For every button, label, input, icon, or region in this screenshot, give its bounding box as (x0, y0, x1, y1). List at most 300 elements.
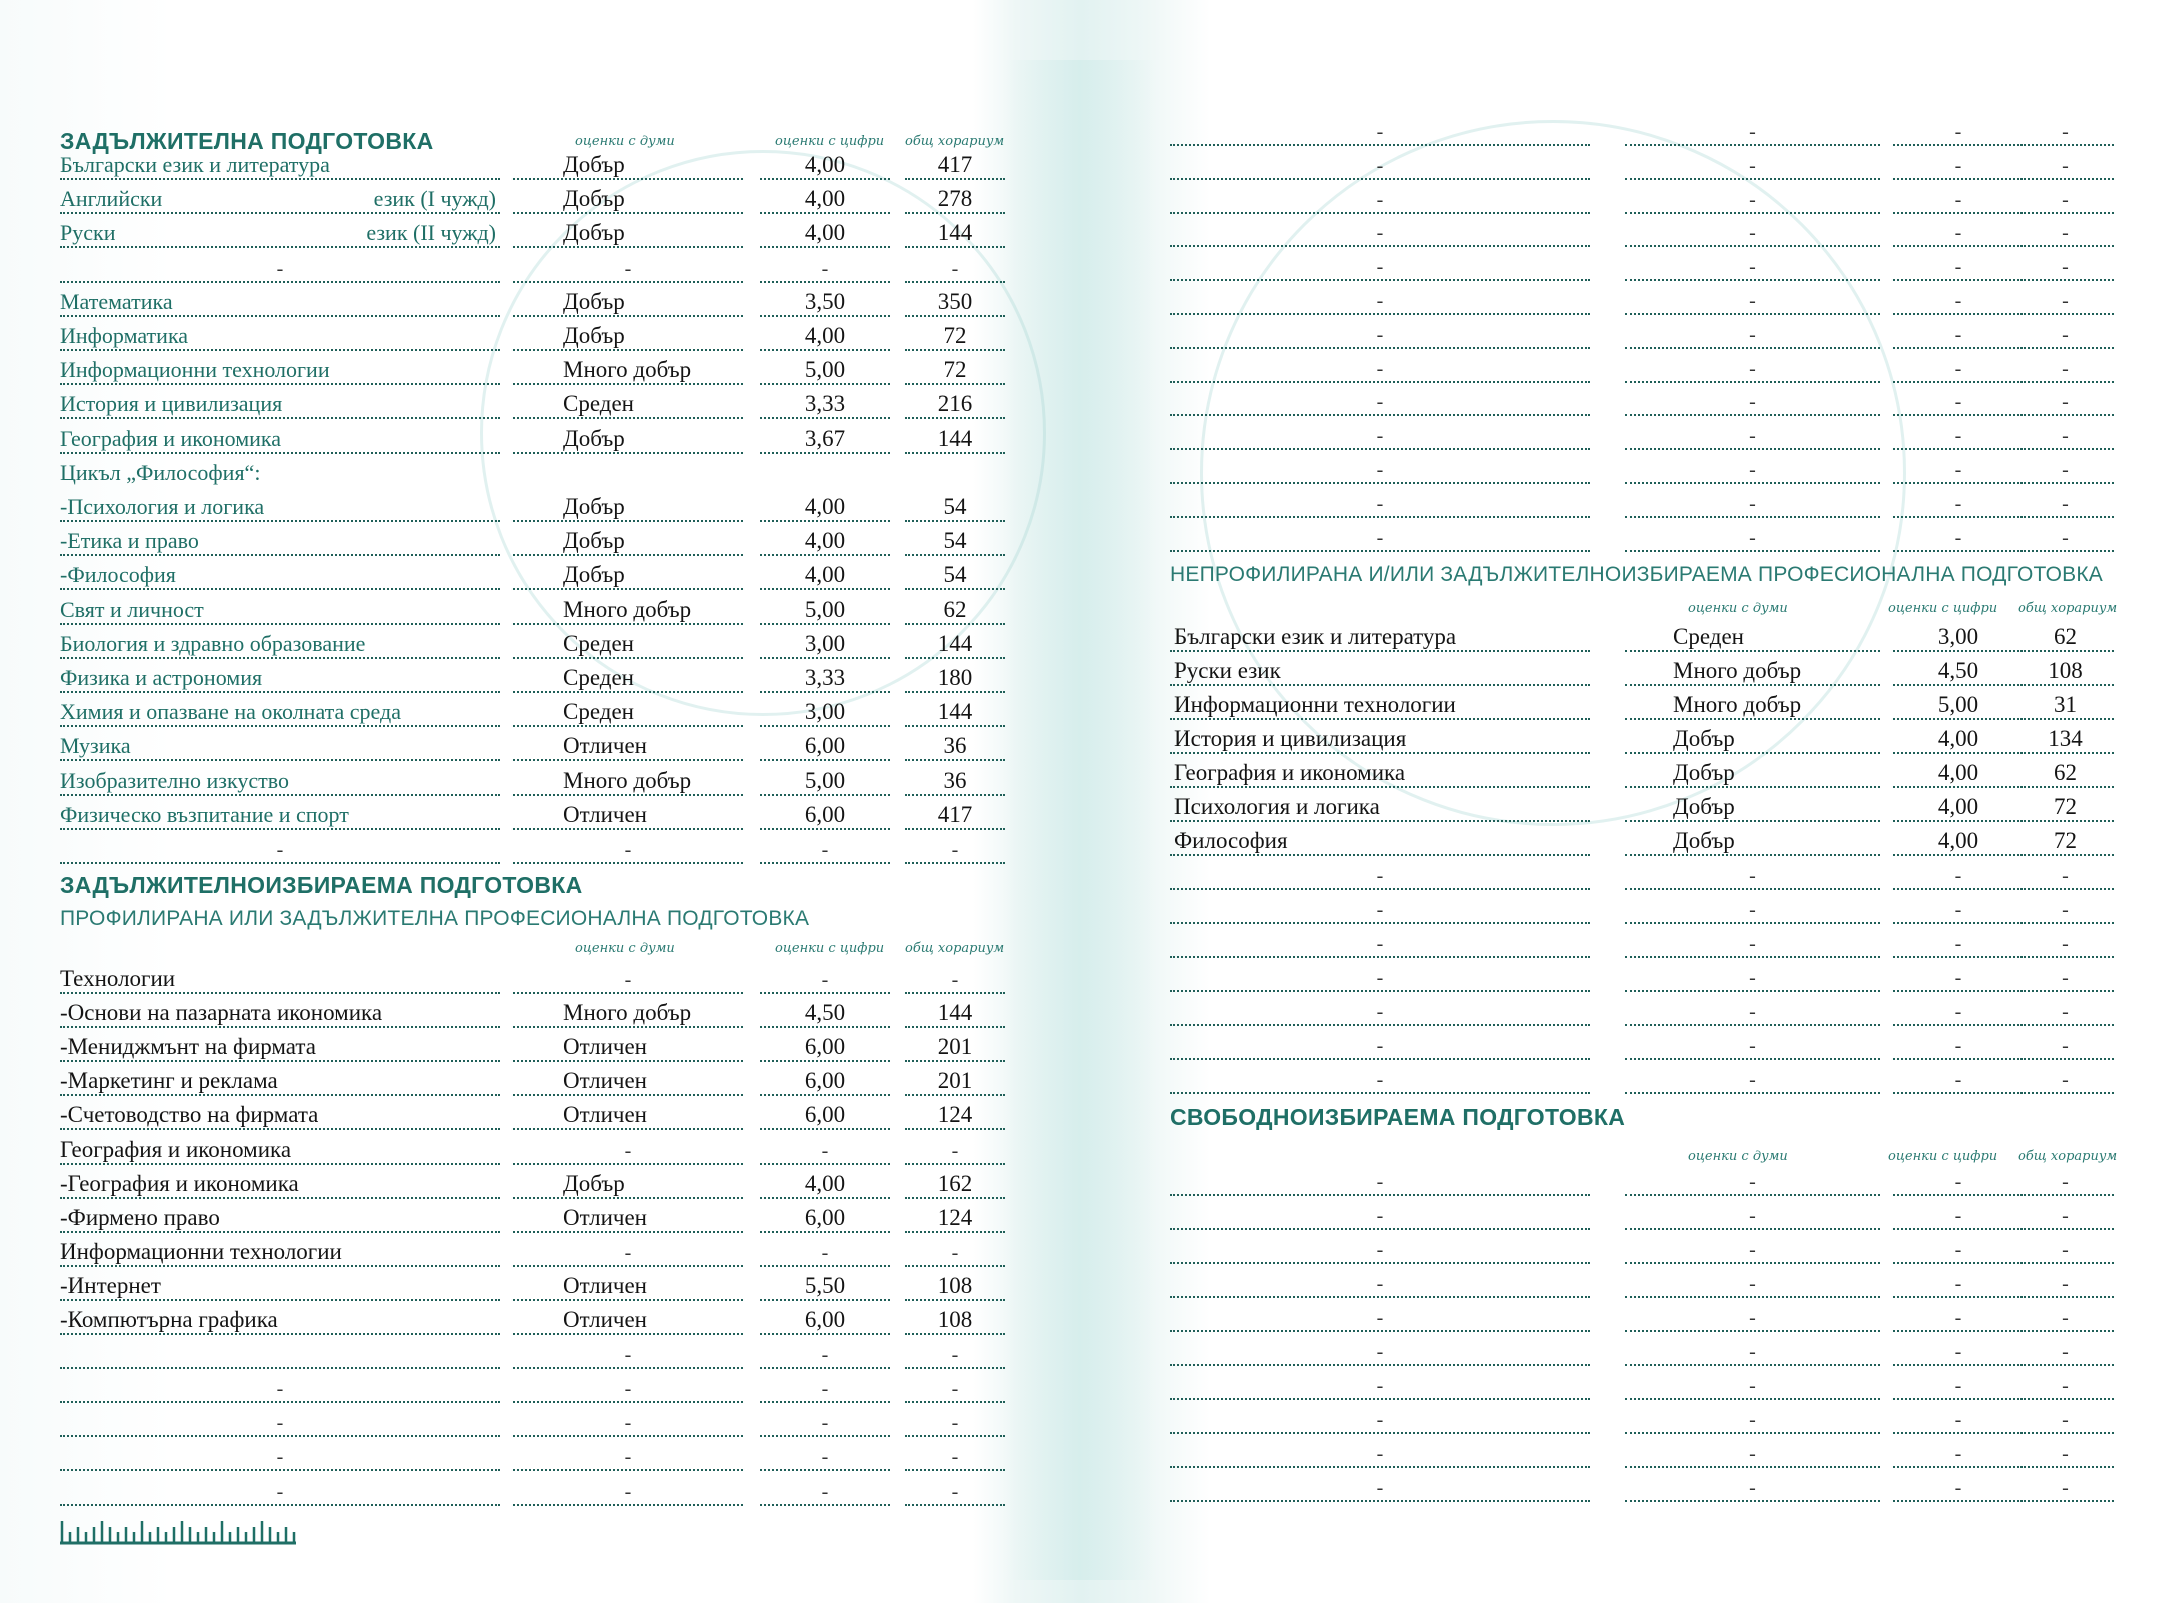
cell-hours-text: 144 (937, 220, 973, 246)
cell-hours-text: - (951, 969, 959, 991)
cell-digits-text: - (1954, 967, 1962, 989)
table-row (0, 620, 2162, 654)
cell-grade-text: Добър (563, 220, 625, 246)
cell-subject (1170, 249, 1590, 281)
cell-digits-text: 3,33 (804, 391, 846, 417)
cell-digits-text: 4,50 (1937, 658, 1979, 683)
language-suffix: език (I чужд) (373, 186, 496, 212)
cell-hours-text: - (2062, 865, 2069, 887)
cell-subject-text: - (1376, 1273, 1384, 1295)
cell-subject-text: Изобразително изкуство (60, 767, 289, 793)
cell-digits (1893, 215, 2023, 247)
cell-hours (2017, 520, 2114, 552)
cell-grade-text: Отличен (563, 1068, 647, 1094)
cell-digits (1893, 418, 2023, 450)
cell-digits (1893, 1198, 2023, 1230)
cell-subject-text: - (276, 1378, 284, 1401)
table-row (0, 926, 2162, 960)
cell-hours (2017, 824, 2114, 856)
cell-digits (1893, 1300, 2023, 1332)
cell-hours (2017, 1436, 2114, 1468)
cell-digits-text: - (1954, 391, 1962, 414)
language-suffix: език (II чужд) (366, 220, 496, 246)
cell-hours-text: 108 (937, 1272, 973, 1298)
cell-digits-text: - (1954, 899, 1962, 921)
cell-digits-text: - (1954, 1477, 1962, 1499)
cell-grade-text: - (1749, 933, 1756, 955)
cell-subject-text: -Етика и право (60, 528, 199, 554)
cell-hours-text: - (2062, 154, 2069, 177)
cell-hours (2017, 620, 2114, 652)
cell-grade-text: Много добър (563, 767, 692, 793)
cell-hours (2017, 148, 2114, 180)
cell-hours-text: 417 (937, 801, 973, 827)
cell-digits-text: 6,00 (804, 1307, 846, 1332)
cell-hours (2017, 1368, 2114, 1400)
cell-hours-text: - (2062, 425, 2069, 448)
cell-grade-text: - (1749, 222, 1756, 245)
header-total-hours: общ хорариум (905, 134, 1005, 149)
cell-digits-text: - (1954, 1239, 1962, 1261)
cell-digits-text: 3,33 (804, 665, 846, 690)
table-row (0, 1300, 2162, 1334)
table-row (0, 994, 2162, 1028)
cell-subject-text: - (1376, 1171, 1384, 1193)
cell-grade (1625, 1164, 1880, 1196)
cell-digits (1893, 654, 2023, 686)
cell-grade-text: Отличен (563, 1102, 647, 1128)
cell-subject (1170, 654, 1590, 686)
cell-digits (1893, 858, 2023, 890)
cell-grade-text: - (1749, 1171, 1756, 1193)
cell-hours (2017, 1062, 2114, 1094)
cell-grade-text: - (1749, 526, 1756, 549)
cell-subject-text: Химия и опазване на околната среда (60, 699, 401, 725)
cell-hours-text: 216 (937, 391, 973, 417)
cell-grade-text: - (624, 1480, 632, 1503)
cell-hours-text: - (951, 1344, 959, 1367)
cell-subject-text: Информатика (60, 323, 189, 348)
cell-grade-text: - (1749, 1001, 1756, 1023)
cell-subject-text: -Компютърна графика (60, 1307, 278, 1332)
table-row (0, 452, 2162, 486)
cell-subject (1170, 994, 1590, 1026)
cell-digits-text: - (821, 1412, 829, 1435)
cell-digits-text: 5,50 (804, 1272, 846, 1298)
cell-hours (2017, 114, 2114, 146)
cell-digits (1893, 892, 2023, 924)
table-row (0, 960, 2162, 994)
cell-grade-text: - (1749, 154, 1756, 177)
table-row (0, 317, 2162, 351)
cell-subject (1170, 1470, 1590, 1502)
cell-digits (1893, 926, 2023, 958)
cell-subject-text: - (276, 1480, 284, 1503)
header-grade-digits: оценки с цифри (1888, 601, 1998, 616)
cell-grade (1625, 520, 1880, 552)
cell-grade-text: Много добър (1673, 658, 1802, 683)
cell-grade-text: - (624, 1139, 632, 1162)
cell-subject (1170, 790, 1590, 822)
cell-digits (1893, 1232, 2023, 1264)
cell-digits-text: - (821, 839, 829, 861)
cell-hours-text: - (951, 1446, 959, 1469)
cell-subject-text: История и цивилизация (60, 391, 283, 417)
cell-subject (1170, 351, 1590, 383)
cell-subject-text: -Мениджмънт на фирмата (60, 1034, 316, 1060)
cell-grade-text: Добър (1673, 794, 1735, 819)
cell-subject (1170, 520, 1590, 552)
cell-hours-text: - (2062, 222, 2069, 245)
cell-grade (1625, 384, 1880, 416)
table-row (0, 283, 2162, 317)
cell-grade (513, 1133, 743, 1165)
cell-grade-text: Отличен (563, 1034, 647, 1060)
section-title-elective-required: ЗАДЪЛЖИТЕЛНОИЗБИРАЕМА ПОДГОТОВКА (60, 872, 583, 898)
cell-grade-text: - (1749, 188, 1756, 211)
cell-hours-text: - (2062, 188, 2069, 211)
cell-hours-text: - (951, 1378, 959, 1401)
cell-hours (2017, 249, 2114, 281)
table-row (0, 1164, 2162, 1198)
cell-grade (1625, 283, 1880, 315)
cell-hours-text: 72 (2054, 828, 2077, 853)
cell-subject (1170, 892, 1590, 924)
cell-subject (1170, 1300, 1590, 1332)
table-row (0, 1133, 2162, 1167)
cell-subject (1170, 418, 1590, 450)
header-grade-digits: оценки с цифри (775, 941, 885, 956)
cell-grade (1625, 452, 1880, 484)
cell-grade (513, 558, 743, 590)
cell-subject-text: - (1376, 1307, 1384, 1329)
cell-digits (1893, 1266, 2023, 1298)
cell-digits (1893, 249, 2023, 281)
cell-digits (1893, 148, 2023, 180)
table-row (0, 1062, 2162, 1096)
cell-hours-text: - (2062, 1341, 2069, 1363)
cell-digits-text: - (1954, 121, 1962, 143)
cell-digits-text: - (1954, 933, 1962, 955)
cell-grade (1625, 1232, 1880, 1264)
cell-subject (1170, 283, 1590, 315)
header-grade-words: оценки с думи (1688, 601, 1788, 616)
cell-digits (1893, 756, 2023, 788)
cell-subject-text: История и цивилизация (1174, 726, 1407, 751)
cell-hours-text: - (951, 1480, 959, 1503)
cell-digits (1893, 520, 2023, 552)
table-row (0, 1098, 2162, 1132)
cell-hours-text: - (951, 257, 959, 280)
cell-hours (2017, 418, 2114, 450)
cell-subject-text: - (1376, 222, 1384, 245)
table-row (0, 1334, 2162, 1368)
cell-subject-text: - (1376, 357, 1384, 380)
cell-hours-text: 54 (943, 494, 967, 519)
cell-grade (1625, 1368, 1880, 1400)
cell-hours-text: 201 (937, 1068, 973, 1094)
cell-digits-text: - (821, 1139, 829, 1162)
cell-hours-text: - (2062, 1477, 2069, 1499)
cell-grade-text: - (1749, 1307, 1756, 1329)
header-total-hours: общ хорариум (905, 941, 1005, 956)
cell-grade-text: - (624, 839, 632, 861)
cell-hours-text: - (2062, 526, 2069, 549)
cell-digits-text: - (1954, 425, 1962, 448)
cell-digits-text: - (1954, 865, 1962, 887)
cell-grade-text: - (1749, 1239, 1756, 1261)
cell-digits (1893, 317, 2023, 349)
cell-grade-text: - (1749, 1273, 1756, 1295)
cell-hours (2017, 1300, 2114, 1332)
table-row (0, 1232, 2162, 1266)
cell-digits (1893, 486, 2023, 518)
cell-grade (1625, 215, 1880, 247)
table-row (0, 215, 2162, 249)
cell-hours-text: - (2062, 1239, 2069, 1261)
cell-digits-text: 5,00 (804, 596, 846, 622)
cell-hours-text: 144 (937, 425, 973, 451)
cell-grade-text: Отличен (563, 1307, 647, 1332)
header-grade-digits: оценки с цифри (1888, 1149, 1998, 1164)
cell-hours (2017, 1470, 2114, 1502)
cell-subject-text: - (1376, 526, 1384, 549)
cell-digits-text: 4,00 (1937, 760, 1979, 785)
cell-subject-text: -Маркетинг и реклама (60, 1068, 278, 1094)
cell-grade (1625, 1470, 1880, 1502)
cell-hours (2017, 994, 2114, 1026)
cell-hours-text: 108 (937, 1307, 973, 1332)
cell-grade (1625, 1402, 1880, 1434)
cell-hours-text: 108 (2048, 658, 2083, 683)
cell-digits-text: - (821, 1344, 829, 1367)
cell-digits-text: - (1954, 1273, 1962, 1295)
cell-subject-text: Психология и логика (1174, 794, 1380, 819)
cell-grade-text: Добър (563, 494, 625, 519)
cell-hours-text: 36 (943, 767, 967, 793)
cell-grade-text: - (1749, 1069, 1756, 1091)
cell-grade-text: Среден (563, 665, 634, 690)
cell-digits-text: - (1954, 1035, 1962, 1057)
cell-hours-text: 54 (943, 562, 967, 588)
cell-digits (1893, 1164, 2023, 1196)
cell-grade-text: Добър (563, 323, 625, 348)
cell-grade-text: - (624, 1378, 632, 1401)
cell-digits-text: 6,00 (804, 1068, 846, 1094)
cell-subject-text: -Основи на пазарната икономика (60, 1000, 383, 1026)
cell-subject (1170, 824, 1590, 856)
cell-digits-text: - (1954, 1341, 1962, 1363)
cell-grade (1625, 620, 1880, 652)
cell-digits-text: 4,00 (1937, 726, 1979, 751)
cell-digits (1893, 1368, 2023, 1400)
cell-grade-text: Среден (1673, 624, 1744, 649)
cell-hours-text: - (2062, 967, 2069, 989)
cell-digits-text: - (1954, 459, 1962, 481)
cell-digits-text: 4,00 (804, 220, 846, 246)
cell-grade-text: - (1749, 290, 1756, 312)
cell-hours (2017, 1028, 2114, 1060)
cell-digits-text: - (821, 257, 829, 280)
cell-digits-text: - (821, 1378, 829, 1401)
cell-digits (1893, 1470, 2023, 1502)
header-grade-words: оценки с думи (575, 134, 675, 149)
cell-grade (1625, 148, 1880, 180)
cell-hours-text: 72 (943, 323, 967, 348)
cell-grade-text: Много добър (563, 1000, 692, 1026)
cell-subject-text: -Фирмено право (60, 1204, 220, 1230)
cell-hours-text: 124 (937, 1102, 973, 1128)
cell-grade (1625, 1300, 1880, 1332)
cell-subject (1170, 688, 1590, 720)
cell-digits-text: - (1954, 1171, 1962, 1193)
cell-subject (1170, 1232, 1590, 1264)
cell-hours-text: 144 (937, 699, 973, 725)
cell-subject (1170, 756, 1590, 788)
cell-subject-text: - (1376, 425, 1384, 448)
cell-hours (2017, 926, 2114, 958)
cell-subject-text: География и икономика (60, 425, 282, 451)
header-total-hours: общ хорариум (2018, 1149, 2118, 1164)
cell-hours (2017, 351, 2114, 383)
cell-grade-text: Среден (563, 391, 634, 417)
cell-digits (1893, 182, 2023, 214)
cell-digits-text: 4,00 (804, 152, 846, 177)
cell-digits-text: - (1954, 492, 1962, 515)
cell-digits (1893, 960, 2023, 992)
cell-digits-text: - (821, 1480, 829, 1503)
cell-grade (1625, 790, 1880, 822)
cell-grade-text: Среден (563, 699, 634, 725)
cell-subject (1170, 1164, 1590, 1196)
cell-hours-text: 180 (937, 665, 973, 690)
cell-subject (1170, 960, 1590, 992)
cell-digits (1893, 688, 2023, 720)
cell-digits-text: - (1954, 1001, 1962, 1023)
cell-hours-text: 134 (2048, 726, 2083, 751)
cell-subject-text: Физическо възпитание и спорт (60, 801, 349, 827)
cell-digits (1893, 1028, 2023, 1060)
cell-subject-text: Руски (60, 220, 116, 246)
cell-hours-text: - (2062, 121, 2069, 143)
cell-hours-text: 62 (943, 596, 967, 622)
cell-subject-text: - (1376, 1477, 1384, 1499)
cell-hours-text: - (2062, 1273, 2069, 1295)
cell-grade (1625, 1062, 1880, 1094)
cell-subject-text: Математика (60, 288, 173, 314)
cell-hours-text: - (2062, 1443, 2069, 1465)
cell-subject (1170, 1062, 1590, 1094)
cell-digits (1893, 1334, 2023, 1366)
cell-grade-text: Добър (563, 1170, 625, 1196)
cell-grade-text: - (1749, 1341, 1756, 1363)
cell-digits-text: 6,00 (804, 1102, 846, 1128)
cell-subject (1170, 858, 1590, 890)
cell-grade-text: Много добър (1673, 692, 1802, 717)
cell-grade (1625, 892, 1880, 924)
cell-hours-text: - (2062, 1171, 2069, 1193)
cell-digits (760, 558, 890, 590)
cell-hours-text: - (2062, 1375, 2069, 1397)
cell-digits-text: 5,00 (804, 767, 846, 793)
cell-digits-text: - (1954, 323, 1962, 346)
table-row (0, 722, 2162, 759)
table-row (0, 1402, 2162, 1436)
cell-hours (2017, 892, 2114, 924)
cell-hours (2017, 452, 2114, 484)
cell-subject (1170, 486, 1590, 518)
cell-subject-text: - (1376, 154, 1384, 177)
cell-hours-text: - (2062, 323, 2069, 346)
ruler-marks (60, 1515, 300, 1545)
cell-subject-text: География и икономика (1174, 760, 1406, 785)
table-row (0, 182, 2162, 216)
cell-grade (1625, 688, 1880, 720)
cell-grade-text: - (1749, 1477, 1756, 1499)
cell-subject-text: Български език и литература (1174, 624, 1457, 649)
table-row (0, 654, 2162, 688)
cell-digits-text: 5,00 (1937, 692, 1979, 717)
table-row (0, 1368, 2162, 1402)
cell-subject-text: - (1376, 391, 1384, 414)
cell-hours-text: - (2062, 492, 2069, 515)
cell-subject-text: Цикъл „Философия“: (60, 459, 261, 485)
cell-digits-text: - (821, 969, 829, 991)
cell-digits (1893, 1436, 2023, 1468)
cell-digits-text: - (1954, 1307, 1962, 1329)
cell-subject-text: - (1376, 899, 1384, 921)
cell-grade-text: - (1749, 121, 1756, 143)
cell-hours-text: 278 (937, 186, 973, 212)
cell-digits-text: - (1954, 154, 1962, 177)
cell-grade-text: - (1749, 967, 1756, 989)
cell-grade-text: - (1749, 492, 1756, 515)
cell-grade-text: - (1749, 391, 1756, 414)
cell-subject (1170, 1266, 1590, 1298)
cell-grade-text: - (1749, 899, 1756, 921)
cell-hours-text: - (951, 839, 959, 861)
cell-grade (1625, 351, 1880, 383)
cell-grade-text: Добър (563, 152, 625, 177)
cell-grade-text: - (624, 257, 632, 280)
cell-subject (1170, 1334, 1590, 1366)
cell-hours-text: - (2062, 256, 2069, 279)
cell-subject-text: Руски език (1174, 658, 1281, 683)
cell-digits-text: - (1954, 1443, 1962, 1465)
cell-digits (1893, 351, 2023, 383)
cell-hours (2017, 960, 2114, 992)
cell-digits-text: 6,00 (804, 733, 846, 759)
cell-digits (1893, 824, 2023, 856)
cell-subject-text: Физика и астрономия (60, 665, 263, 690)
table-row (0, 418, 2162, 452)
table-row (0, 1028, 2162, 1062)
table-row (0, 824, 2162, 861)
cell-subject-text: Английски (60, 186, 163, 212)
cell-hours-text: 124 (937, 1204, 973, 1230)
cell-hours (2017, 654, 2114, 686)
cell-subject-text: - (1376, 290, 1384, 312)
table-row (0, 148, 2162, 182)
cell-digits-text: 4,00 (804, 528, 846, 554)
cell-hours (2017, 790, 2114, 822)
cell-hours-text: 201 (937, 1034, 973, 1060)
cell-digits-text: 3,00 (804, 699, 846, 725)
cell-subject (1170, 620, 1590, 652)
cell-digits-text: 4,00 (804, 1170, 846, 1196)
cell-digits (1893, 722, 2023, 754)
cell-grade-text: Добър (1673, 726, 1735, 751)
